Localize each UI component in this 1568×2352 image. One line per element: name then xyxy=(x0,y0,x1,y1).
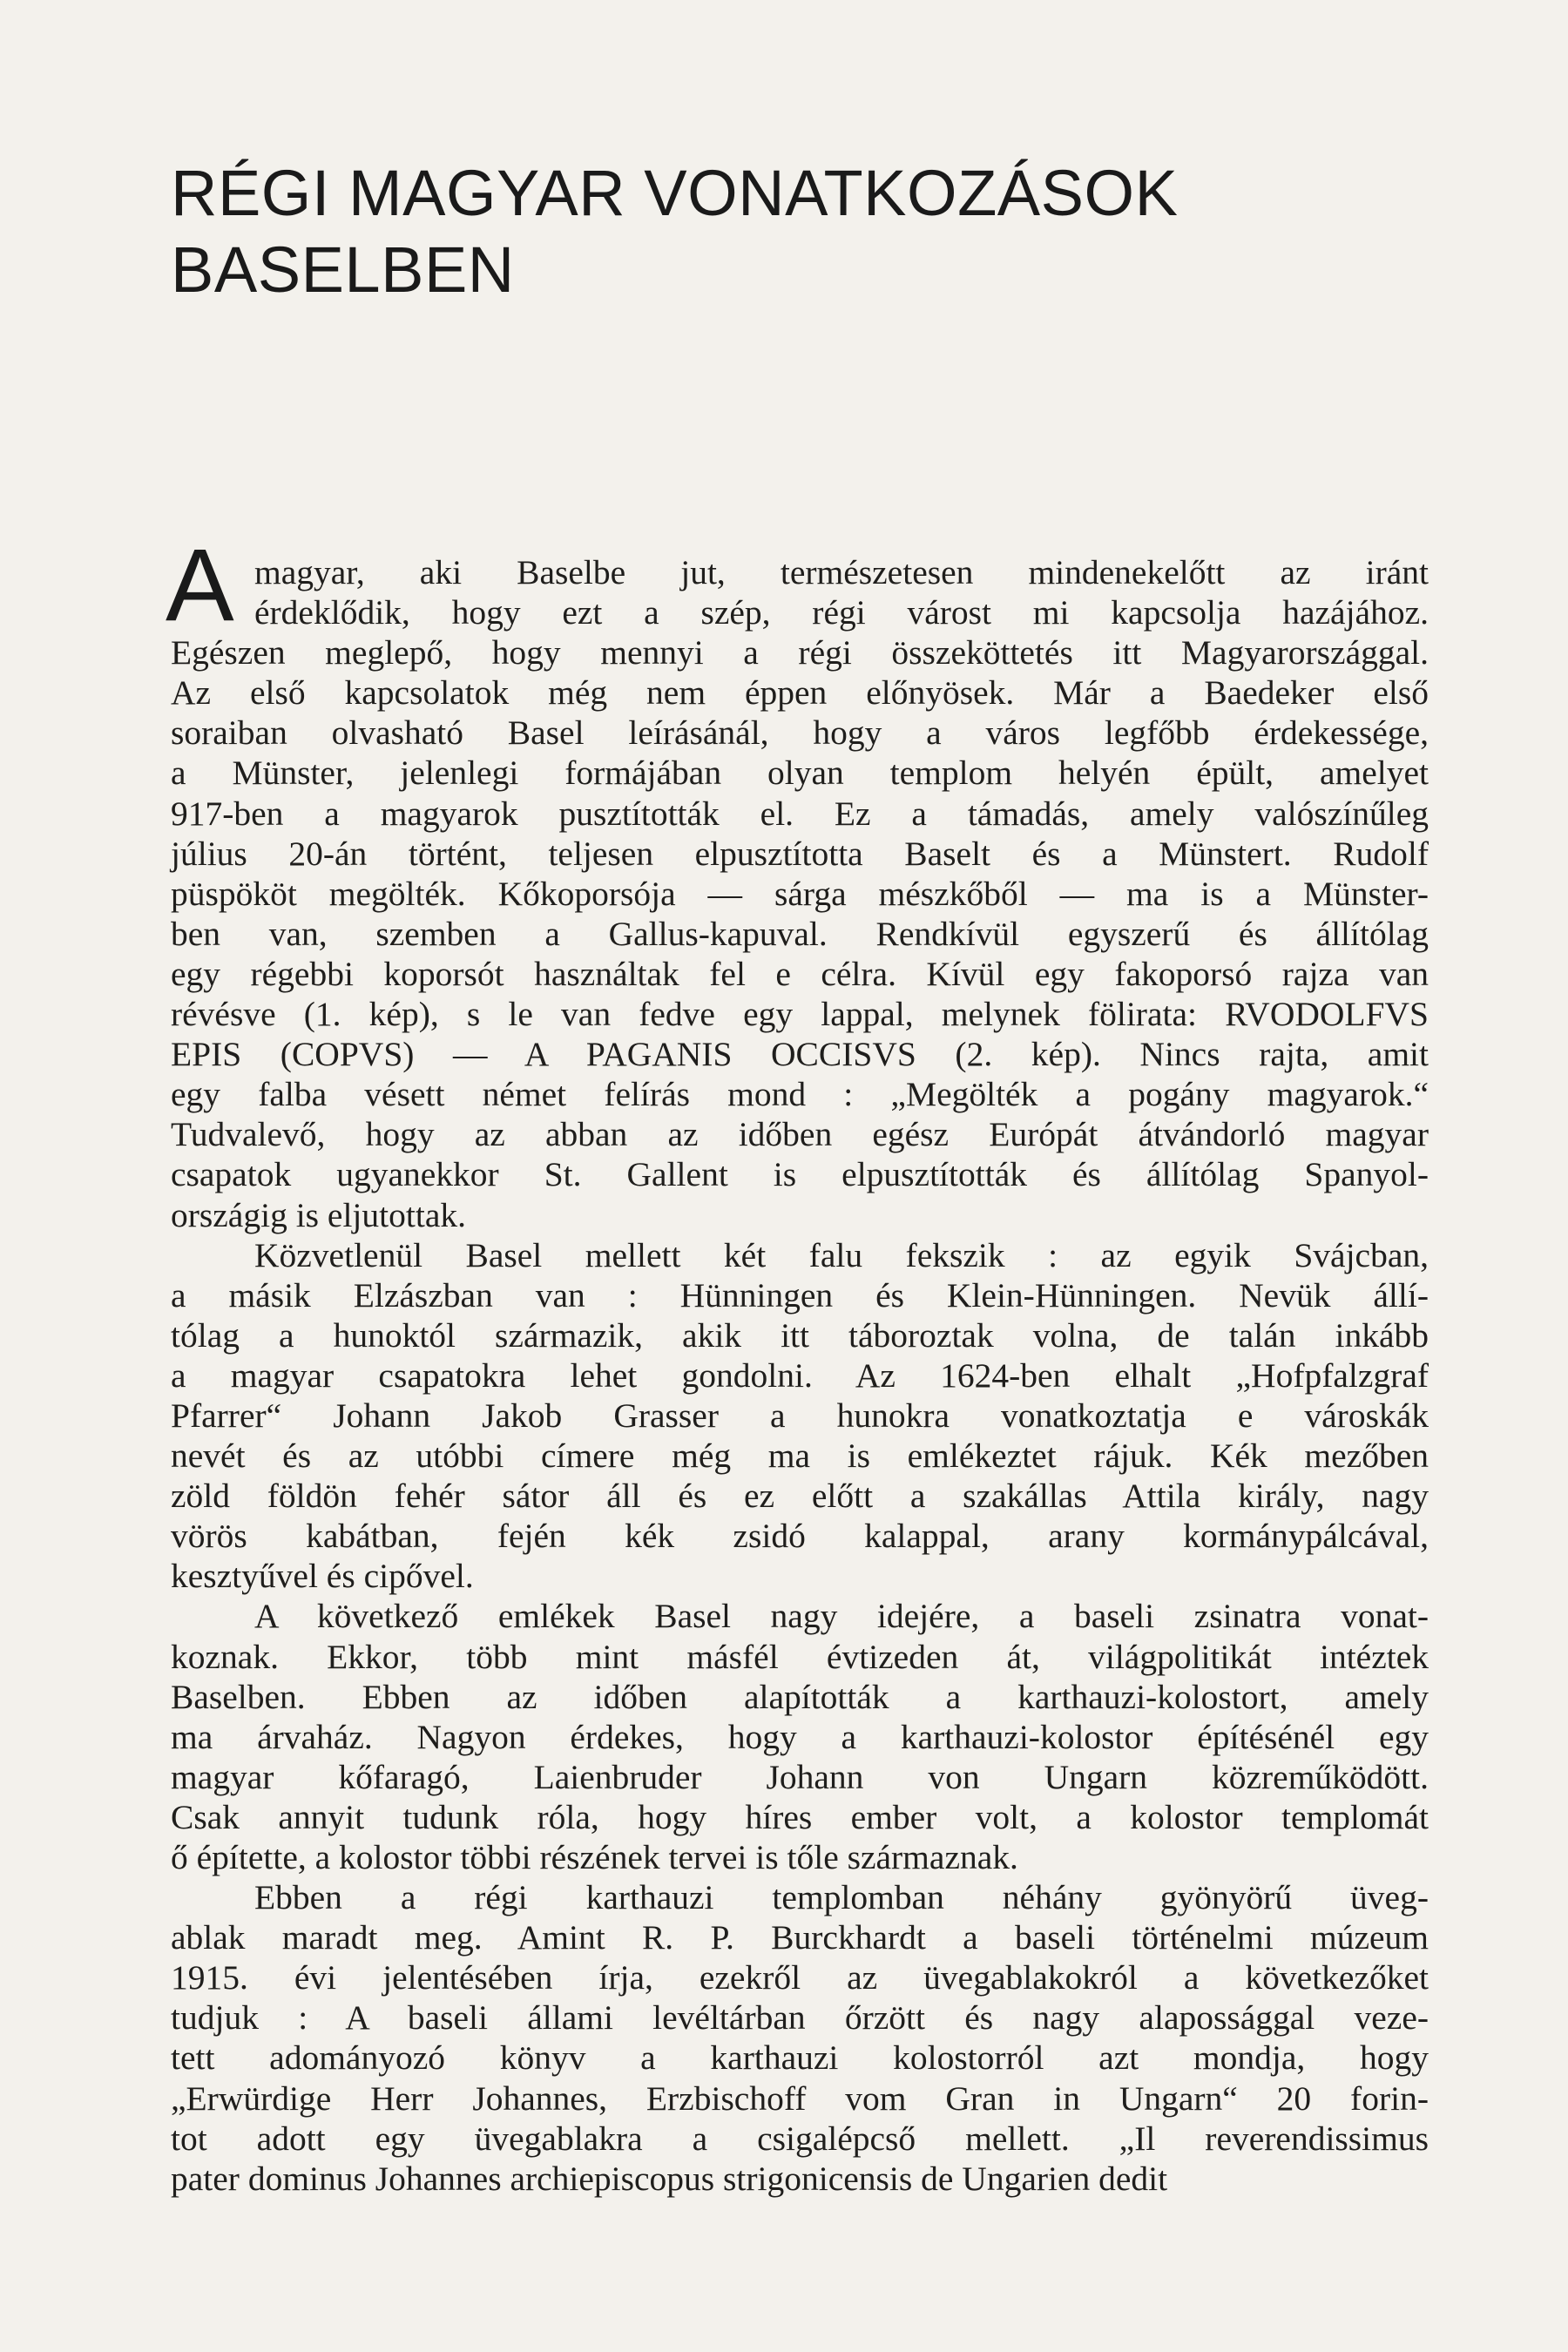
paragraph-1-line: július 20-án történt, teljesen elpusztította Baselt és a Münstert. Rudolf xyxy=(171,834,1429,873)
paragraph-1-line: egy falba vésett német felírás mond : „Megölték a pogány magyarok.“ xyxy=(171,1075,1429,1114)
paragraph-4-line: Ebben a régi karthauzi templomban néhány gyönyörű üveg- xyxy=(254,1878,1429,1917)
paragraph-1-line: révésve (1. kép), s le van fedve egy lappal, melynek fölirata: RVODOLFVS xyxy=(171,995,1429,1034)
paragraph-1-line: egy régebbi koporsót használtak fel e célra. Kívül egy fakoporsó rajza van xyxy=(171,954,1429,993)
paragraph-4-line: ablak maradt meg. Amint R. P. Burckhardt a baseli történelmi múzeum xyxy=(171,1918,1429,1957)
paragraph-1-line: országig is eljutottak. xyxy=(171,1195,466,1234)
paragraph-1-line: csapatok ugyanekkor St. Gallent is elpusztították és állítólag Spanyol- xyxy=(171,1155,1429,1194)
paragraph-4-line: „Erwürdige Herr Johannes, Erzbischoff vom Gran in Ungarn“ 20 forin- xyxy=(171,2078,1429,2118)
paragraph-1-line: püspököt megölték. Kőkoporsója — sárga mészkőből — ma is a Münster- xyxy=(171,874,1429,913)
article-title xyxy=(171,155,1303,308)
paragraph-1-line: érdeklődik, hogy ezt a szép, régi várost mi kapcsolja hazájához. xyxy=(254,593,1429,632)
paragraph-3-line: ő építette, a kolostor többi részének tervei is tőle származnak. xyxy=(171,1838,1018,1876)
paragraph-2-line: Pfarrer“ Johann Jakob Grasser a hunokra vonatkoztatja e városkák xyxy=(171,1396,1429,1435)
paragraph-4-line: tot adott egy üvegablakra a csigalépcső mellett. „Il reverendissimus xyxy=(171,2119,1429,2158)
paragraph-1-line: 917-ben a magyarok pusztították el. Ez a támadás, amely valószínűleg xyxy=(171,794,1429,833)
paragraph-1-line: ben van, szemben a Gallus-kapuval. Rendkívül egyszerű és állítólag xyxy=(171,914,1429,953)
paragraph-2-line: tólag a hunoktól származik, akik itt táboroztak volna, de talán inkább xyxy=(171,1315,1429,1355)
paragraph-2-line: vörös kabátban, fején kék zsidó kalappal, arany kormánypálcával, xyxy=(171,1517,1429,1556)
article-body xyxy=(166,528,1429,2199)
paragraph-1-line: a Münster, jelenlegi formájában olyan templom helyén épült, amelyet xyxy=(171,754,1429,793)
paragraph-3-line: ma árvaház. Nagyon érdekes, hogy a karthauzi-kolostor építésénél egy xyxy=(171,1717,1429,1756)
paragraph-1-line: Tudvalevő, hogy az abban az időben egész Európát átvándorló magyar xyxy=(171,1115,1429,1154)
paragraph-3-line: A következő emlékek Basel nagy idejére, a baseli zsinatra vonat- xyxy=(254,1597,1429,1636)
paragraph-4-line: tett adományozó könyv a karthauzi kolostorról azt mondja, hogy xyxy=(171,2038,1429,2078)
paragraph-2-line: zöld földön fehér sátor áll és ez előtt a szakállas Attila király, nagy xyxy=(171,1477,1429,1516)
drop-cap: A xyxy=(166,528,234,643)
paragraph-1-line: Egészen meglepő, hogy mennyi a régi összeköttetés itt Magyarországgal. xyxy=(171,633,1429,672)
paragraph-2-line: a másik Elzászban van : Hünningen és Klein-Hünningen. Nevük állí- xyxy=(171,1275,1429,1315)
paragraph-2-line: nevét és az utóbbi címere még ma is emlékeztet rájuk. Kék mezőben xyxy=(171,1436,1429,1476)
paragraph-4-line: pater dominus Johannes archiepiscopus strigonicensis de Ungarien dedit xyxy=(171,2159,1168,2198)
article-title-line-2: BASELBEN xyxy=(171,233,515,306)
paragraph-4-line: tudjuk : A baseli állami levéltárban őrzött és nagy alapossággal veze- xyxy=(171,1998,1429,2038)
paragraph-2-line: Közvetlenül Basel mellett két falu fekszik : az egyik Svájcban, xyxy=(254,1235,1429,1274)
paragraph-3-line: Csak annyit tudunk róla, hogy híres ember volt, a kolostor templomát xyxy=(171,1797,1429,1836)
paragraph-1-line: soraiban olvasható Basel leírásánál, hogy a város legfőbb érdekessége, xyxy=(171,713,1429,753)
paragraph-3-line: koznak. Ekkor, több mint másfél évtizeden át, világpolitikát intéztek xyxy=(171,1637,1429,1676)
paragraph-2-line: a magyar csapatokra lehet gondolni. Az 1624-ben elhalt „Hofpfalzgraf xyxy=(171,1355,1429,1395)
paragraph-1-line: Az első kapcsolatok még nem éppen előnyösek. Már a Baedeker első xyxy=(171,673,1429,713)
paragraph-4-line: 1915. évi jelentésében írja, ezekről az üvegablakokról a következőket xyxy=(171,1958,1429,1997)
paragraph-3-line: Baselben. Ebben az időben alapították a karthauzi-kolostort, amely xyxy=(171,1677,1429,1716)
paragraph-1-line: EPIS (COPVS) — A PAGANIS OCCISVS (2. kép). Nincs rajta, amit xyxy=(171,1035,1429,1074)
paragraph-1-line: magyar, aki Baselbe jut, természetesen mindenekelőtt az iránt xyxy=(254,553,1429,591)
paragraph-3-line: magyar kőfaragó, Laienbruder Johann von Ungarn közreműködött. xyxy=(171,1757,1429,1796)
article-title-line-1: RÉGI MAGYAR VONATKOZÁSOK xyxy=(171,157,1179,229)
paragraph-2-line: kesztyűvel és cipővel. xyxy=(171,1557,474,1596)
